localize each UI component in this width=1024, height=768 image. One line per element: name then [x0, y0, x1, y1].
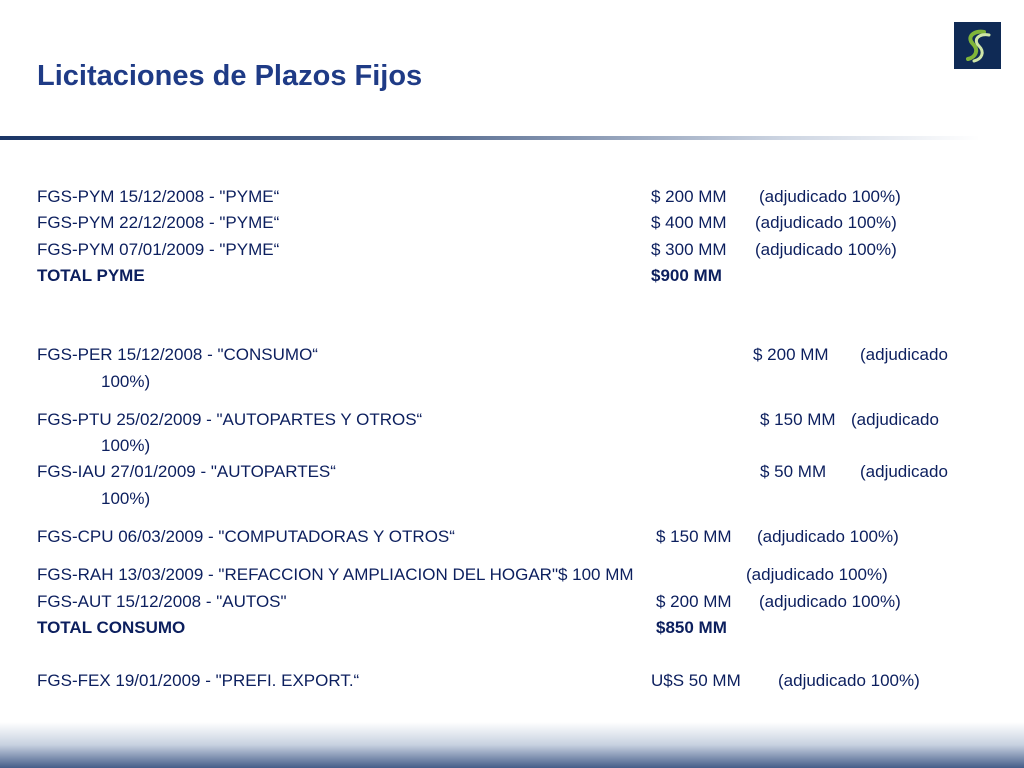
footer-gradient-band [0, 722, 1024, 768]
list-item-name: FGS-CPU 06/03/2009 - "COMPUTADORAS Y OTROS“ [37, 527, 455, 546]
total-consumo-label: TOTAL CONSUMO [37, 618, 186, 637]
list-item-status-cont: 100%) [101, 372, 151, 391]
list-item-status: (adjudicado 100%) [757, 527, 899, 546]
list-item-name: FGS-PER 15/12/2008 - "CONSUMO“ [37, 345, 318, 364]
list-item-status: (adjudicado 100%) [746, 565, 888, 584]
list-item-status: (adjudicado 100%) [755, 213, 897, 232]
list-item-name: FGS-PYM 07/01/2009 - "PYME“ [37, 240, 280, 259]
list-item-status: (adjudicado 100%) [755, 240, 897, 259]
title-divider [0, 136, 980, 140]
list-item-name: FGS-FEX 19/01/2009 - "PREFI. EXPORT.“ [37, 671, 360, 690]
double-s-swoosh-logo-icon [954, 22, 1001, 69]
list-item-amount: U$S 50 MM [651, 671, 741, 690]
total-consumo-amount: $850 MM [656, 618, 727, 637]
list-item-status: (adjudicado 100%) [778, 671, 920, 690]
list-item-amount: $ 150 MM [760, 410, 836, 429]
list-item-amount: $ 150 MM [656, 527, 732, 546]
list-item-status: (adjudicado [860, 462, 948, 481]
total-pyme-label: TOTAL PYME [37, 266, 145, 285]
list-item-name: FGS-PYM 15/12/2008 - "PYME“ [37, 187, 280, 206]
list-item-name: FGS-AUT 15/12/2008 - "AUTOS" [37, 592, 287, 611]
list-item-amount: $ 200 MM [753, 345, 829, 364]
list-item-amount: $ 200 MM [651, 187, 727, 206]
list-item-status: (adjudicado [860, 345, 948, 364]
list-item-amount: $ 50 MM [760, 462, 827, 481]
list-item-name: FGS-IAU 27/01/2009 - "AUTOPARTES“ [37, 462, 336, 481]
list-item-status: (adjudicado 100%) [759, 187, 901, 206]
list-item-name: FGS-RAH 13/03/2009 - "REFACCION Y AMPLIACION DEL HOGAR"$ 100 MM [37, 565, 634, 584]
list-item-amount: $ 300 MM [651, 240, 727, 259]
list-item-status: (adjudicado [851, 410, 939, 429]
list-item-status-cont: 100%) [101, 489, 151, 508]
slide-title: Licitaciones de Plazos Fijos [37, 60, 423, 92]
list-item-name: FGS-PYM 22/12/2008 - "PYME“ [37, 213, 280, 232]
list-item-name: FGS-PTU 25/02/2009 - "AUTOPARTES Y OTROS“ [37, 410, 423, 429]
list-item-status-cont: 100%) [101, 436, 151, 455]
list-item-amount: $ 200 MM [656, 592, 732, 611]
list-item-amount: $ 400 MM [651, 213, 727, 232]
list-item-status: (adjudicado 100%) [759, 592, 901, 611]
total-pyme-amount: $900 MM [651, 266, 722, 285]
